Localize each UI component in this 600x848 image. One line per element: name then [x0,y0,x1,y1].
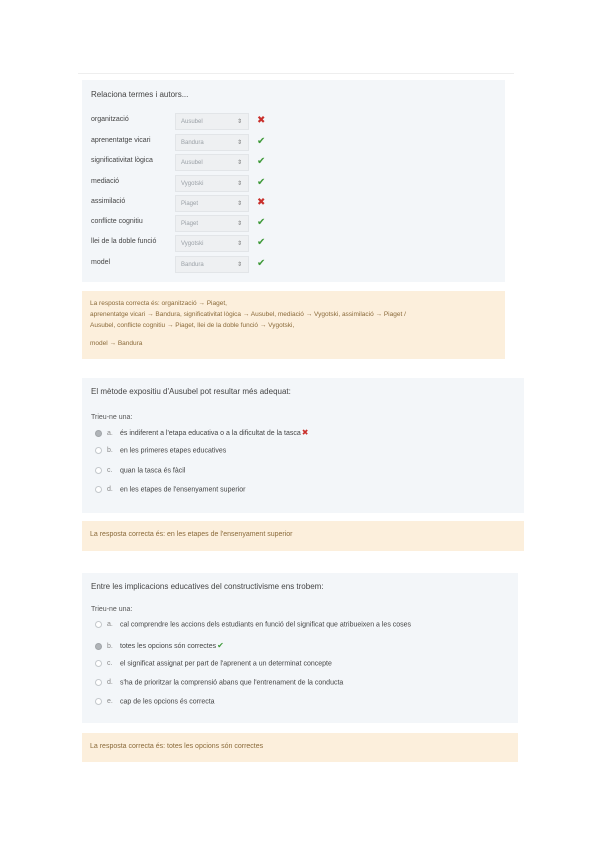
select-arrows-icon: ⇕ [236,181,242,187]
match-select[interactable]: Piaget ⇕ [175,215,249,232]
match-row [91,256,491,274]
match-term: aprenentatge vicari [91,137,151,144]
top-divider [78,73,514,74]
feedback-box [82,733,518,762]
select-arrows-icon: ⇕ [236,119,242,125]
match-term: conflicte cognitiu [91,218,143,225]
radio-button[interactable] [95,698,102,705]
select-arrows-icon: ⇕ [236,221,242,227]
match-select[interactable]: Ausubel ⇕ [175,113,249,130]
choose-one-label: Trieu-ne una: [91,414,133,421]
question-title: Relaciona termes i autors... [91,90,189,99]
feedback-box [82,521,524,551]
match-row [91,113,491,131]
radio-button[interactable] [95,447,102,454]
match-row [91,154,491,172]
match-select[interactable]: Vygotski ⇕ [175,175,249,192]
match-select[interactable]: Bandura ⇕ [175,256,249,273]
match-select[interactable]: Ausubel ⇕ [175,154,249,171]
match-term: model [91,259,111,266]
correct-icon: ✔ [257,136,266,147]
correct-icon: ✔ [257,217,266,228]
answer-option[interactable]: c. quan la tasca és fàcil [95,467,185,479]
correct-icon: ✔ [257,177,266,188]
match-row [91,175,491,193]
select-arrows-icon: ⇕ [236,241,242,247]
radio-button[interactable] [95,643,102,650]
match-term: organització [91,116,129,123]
select-arrows-icon: ⇕ [236,262,242,268]
feedback-line: Ausubel, conflicte cognitiu → Piaget, llei de la doble funció → Vygotski, [90,322,295,329]
radio-button[interactable] [95,679,102,686]
correct-icon: ✔ [257,156,266,167]
match-term: significativitat lògica [91,157,153,164]
match-select[interactable]: Vygotski ⇕ [175,235,249,252]
match-select[interactable]: Bandura ⇕ [175,134,249,151]
feedback-line: aprenentatge vicari → Bandura, significativitat lògica → Ausubel, mediació → Vygotski, assimilació → Piaget / [90,311,406,318]
feedback-line: La resposta correcta és: organització → Piaget, [90,300,227,307]
match-row [91,235,491,253]
feedback-line: La resposta correcta és: totes les opcions són correctes [90,743,264,750]
question-title: Entre les implicacions educatives del constructivisme ens trobem: [91,582,324,591]
answer-option[interactable]: b. en les primeres etapes educatives [95,447,226,459]
answer-option[interactable]: d. s'ha de prioritzar la comprensió abans que l'entrenament de la conducta [95,679,343,691]
correct-icon: ✔ [257,258,266,269]
radio-button[interactable] [95,621,102,628]
question-multichoice [82,378,524,513]
select-arrows-icon: ⇕ [236,160,242,166]
radio-button[interactable] [95,660,102,667]
answer-option[interactable]: b. totes les opcions són correctes✔ [95,641,224,653]
match-row [91,215,491,233]
match-term: assimilació [91,198,126,205]
question-matching [82,80,505,282]
match-row [91,195,491,213]
question-title: El mètode expositiu d'Ausubel pot resultar més adequat: [91,387,291,396]
answer-option[interactable]: a. és indiferent a l'etapa educativa o a la dificultat de la tasca✖ [95,428,308,440]
feedback-box [82,291,505,359]
feedback-line: model → Bandura [90,340,143,347]
correct-icon: ✔ [257,237,266,248]
radio-button[interactable] [95,430,102,437]
choose-one-label: Trieu-ne una: [91,606,133,613]
answer-option[interactable]: e. cap de les opcions és correcta [95,698,215,710]
question-multichoice [82,573,518,723]
match-select[interactable]: Piaget ⇕ [175,195,249,212]
incorrect-icon: ✖ [257,115,266,126]
match-term: mediació [91,178,120,185]
radio-button[interactable] [95,486,102,493]
radio-button[interactable] [95,467,102,474]
select-arrows-icon: ⇕ [236,201,242,207]
answer-option[interactable]: a. cal comprendre les accions dels estudiants en funció del significat que atribueixen a les coses [95,621,411,633]
incorrect-icon: ✖ [301,428,309,437]
match-term: llei de la doble funció [91,238,157,245]
correct-icon: ✔ [217,641,224,650]
incorrect-icon: ✖ [257,197,266,208]
select-arrows-icon: ⇕ [236,140,242,146]
match-row [91,134,491,152]
answer-option[interactable]: c. el significat assignat per part de l'aprenent a un determinat concepte [95,660,332,672]
feedback-line: La resposta correcta és: en les etapes de l'ensenyament superior [90,531,293,538]
answer-option[interactable]: d. en les etapes de l'ensenyament superior [95,486,245,498]
